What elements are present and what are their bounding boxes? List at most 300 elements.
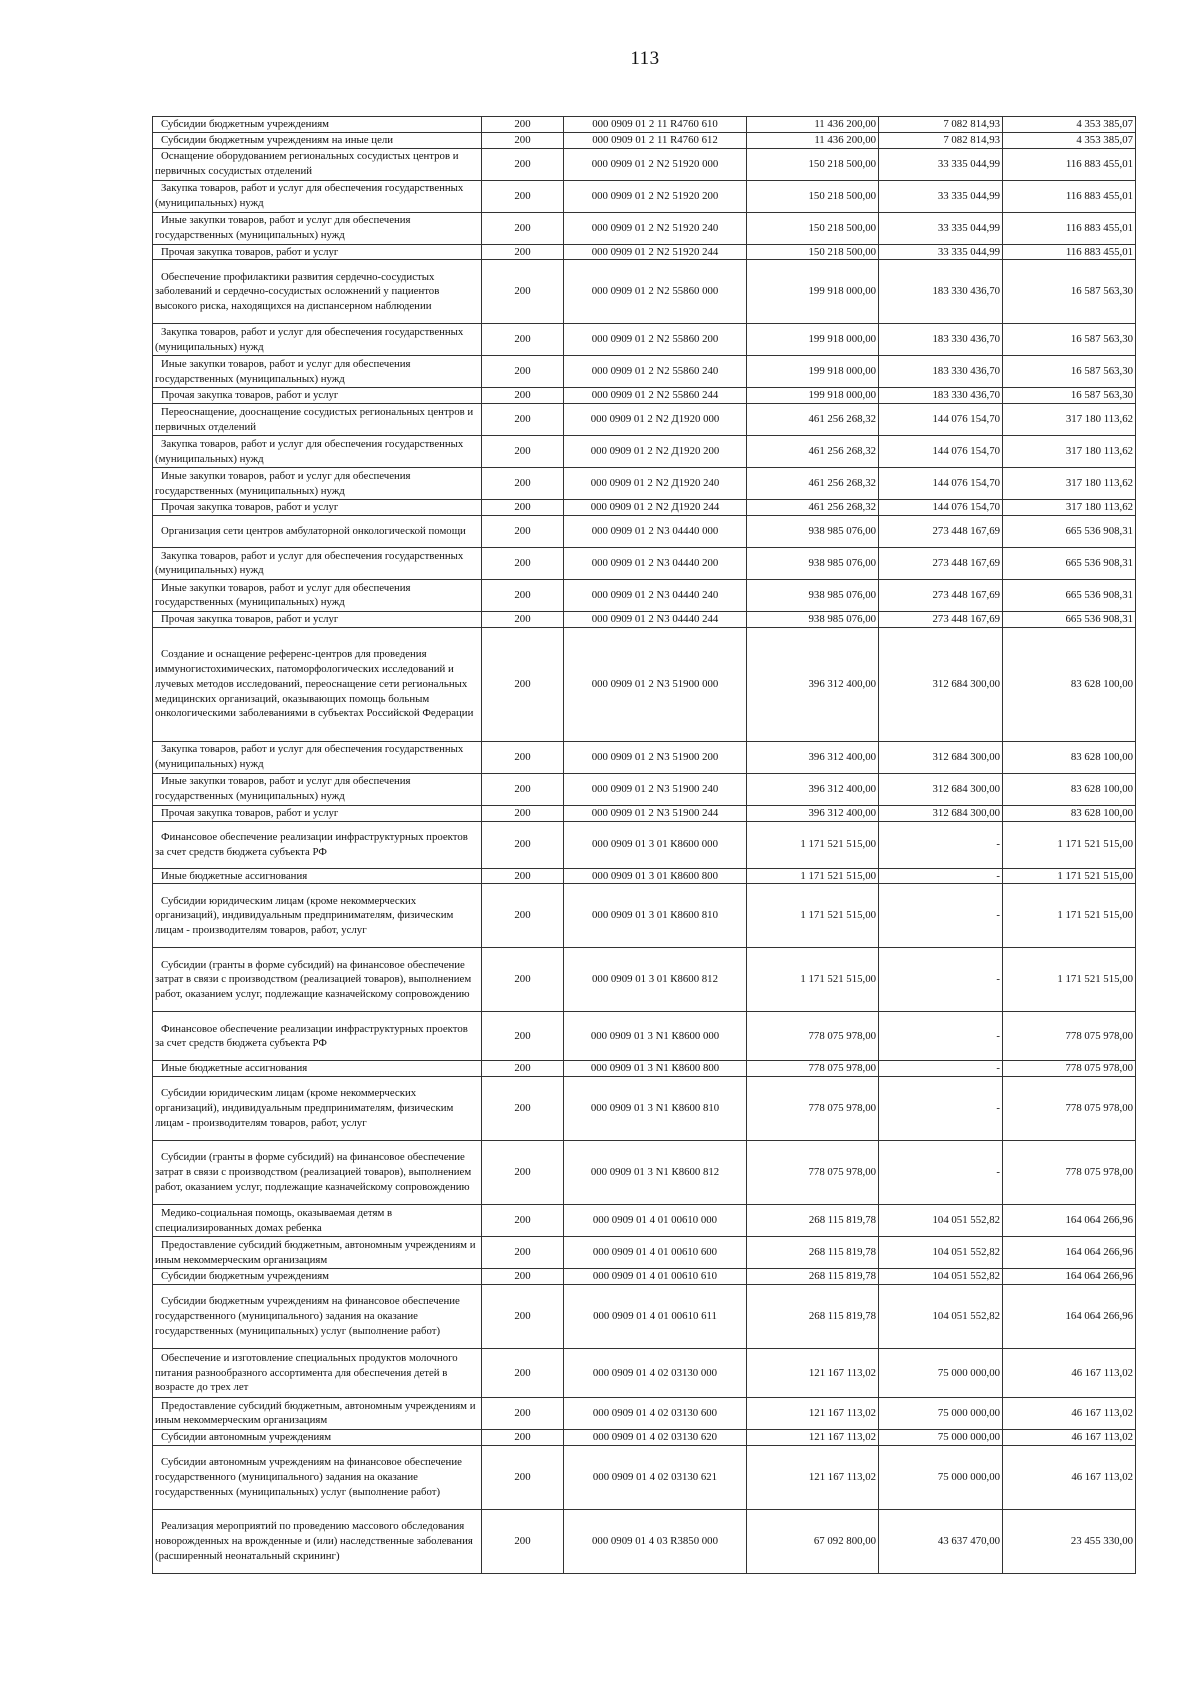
row-admin-code-cell: 200 [482, 627, 564, 741]
row-name-cell [153, 611, 482, 627]
row-approved-amount-cell: 150 218 500,00 [747, 180, 879, 212]
row-name-cell [153, 1141, 482, 1205]
row-classification-code-cell: 000 0909 01 2 N2 Д1920 244 [564, 500, 747, 516]
row-name-cell [153, 1012, 482, 1061]
row-remaining-amount-cell: 23 455 330,00 [1003, 1509, 1136, 1573]
table-row [153, 1061, 1136, 1077]
table-row [153, 773, 1136, 805]
row-executed-amount-cell: 7 082 814,93 [879, 117, 1003, 133]
table-row [153, 244, 1136, 260]
row-remaining-amount-cell: 1 171 521 515,00 [1003, 868, 1136, 884]
table-row [153, 148, 1136, 180]
row-executed-amount-cell: 312 684 300,00 [879, 741, 1003, 773]
row-name-cell [153, 500, 482, 516]
row-remaining-amount-cell: 317 180 113,62 [1003, 468, 1136, 500]
row-remaining-amount-cell: 116 883 455,01 [1003, 148, 1136, 180]
row-name-text: Субсидии бюджетным учреждениям на иные цели [161, 133, 394, 146]
row-admin-code-cell: 200 [482, 148, 564, 180]
row-executed-amount-cell: 33 335 044,99 [879, 244, 1003, 260]
table-row [153, 356, 1136, 388]
table-row [153, 1141, 1136, 1205]
row-classification-code-cell: 000 0909 01 2 N3 51900 200 [564, 741, 747, 773]
table-row [153, 1509, 1136, 1573]
row-classification-code-cell: 000 0909 01 3 01 К8600 800 [564, 868, 747, 884]
row-name-cell [153, 404, 482, 436]
row-approved-amount-cell: 199 918 000,00 [747, 324, 879, 356]
row-classification-code-cell: 000 0909 01 4 01 00610 000 [564, 1205, 747, 1237]
row-classification-code-cell: 000 0909 01 2 N3 51900 240 [564, 773, 747, 805]
row-admin-code-cell: 200 [482, 821, 564, 868]
budget-execution-table [152, 116, 1136, 1574]
row-admin-code-cell: 200 [482, 117, 564, 133]
row-approved-amount-cell: 121 167 113,02 [747, 1429, 879, 1445]
table-row [153, 212, 1136, 244]
row-admin-code-cell: 200 [482, 1061, 564, 1077]
row-executed-amount-cell: 312 684 300,00 [879, 627, 1003, 741]
row-name-cell [153, 1509, 482, 1573]
row-classification-code-cell: 000 0909 01 3 N1 К8600 000 [564, 1012, 747, 1061]
row-admin-code-cell: 200 [482, 468, 564, 500]
table-row [153, 117, 1136, 133]
row-executed-amount-cell: 75 000 000,00 [879, 1429, 1003, 1445]
row-classification-code-cell: 000 0909 01 4 03 R3850 000 [564, 1509, 747, 1573]
row-approved-amount-cell: 396 312 400,00 [747, 627, 879, 741]
row-remaining-amount-cell: 16 587 563,30 [1003, 388, 1136, 404]
table-row [153, 1237, 1136, 1269]
row-approved-amount-cell: 461 256 268,32 [747, 500, 879, 516]
row-name-text: Финансовое обеспечение реализации инфраструктурных проектов за счет средств бюджета субъекта РФ [155, 830, 468, 858]
table-row [153, 324, 1136, 356]
row-executed-amount-cell: - [879, 884, 1003, 948]
row-executed-amount-cell: 273 448 167,69 [879, 579, 1003, 611]
row-executed-amount-cell: 75 000 000,00 [879, 1397, 1003, 1429]
row-classification-code-cell: 000 0909 01 2 N3 51900 000 [564, 627, 747, 741]
row-approved-amount-cell: 268 115 819,78 [747, 1284, 879, 1348]
row-classification-code-cell: 000 0909 01 3 01 К8600 810 [564, 884, 747, 948]
row-name-cell [153, 627, 482, 741]
row-remaining-amount-cell: 83 628 100,00 [1003, 805, 1136, 821]
row-admin-code-cell: 200 [482, 1429, 564, 1445]
row-name-text: Закупка товаров, работ и услуг для обеспечения государственных (муниципальных) нужд [155, 743, 464, 771]
row-approved-amount-cell: 199 918 000,00 [747, 356, 879, 388]
row-remaining-amount-cell: 317 180 113,62 [1003, 404, 1136, 436]
row-name-cell [153, 212, 482, 244]
row-approved-amount-cell: 778 075 978,00 [747, 1077, 879, 1141]
row-approved-amount-cell: 268 115 819,78 [747, 1237, 879, 1269]
table-row [153, 1429, 1136, 1445]
row-admin-code-cell: 200 [482, 1077, 564, 1141]
row-remaining-amount-cell: 46 167 113,02 [1003, 1429, 1136, 1445]
row-classification-code-cell: 000 0909 01 4 01 00610 600 [564, 1237, 747, 1269]
row-admin-code-cell: 200 [482, 244, 564, 260]
row-approved-amount-cell: 938 985 076,00 [747, 579, 879, 611]
row-classification-code-cell: 000 0909 01 4 02 03130 621 [564, 1445, 747, 1509]
row-name-cell [153, 579, 482, 611]
row-name-cell [153, 741, 482, 773]
row-admin-code-cell: 200 [482, 404, 564, 436]
row-classification-code-cell: 000 0909 01 2 N3 04440 240 [564, 579, 747, 611]
row-classification-code-cell: 000 0909 01 2 N2 55860 244 [564, 388, 747, 404]
row-name-cell [153, 547, 482, 579]
row-name-cell [153, 1284, 482, 1348]
row-classification-code-cell: 000 0909 01 2 N2 Д1920 000 [564, 404, 747, 436]
row-name-text: Обеспечение и изготовление специальных продуктов молочного питания разнообразного ассортимента для обеспечения детей в возрасте до трех лет [155, 1351, 458, 1394]
row-name-cell [153, 1445, 482, 1509]
row-name-cell [153, 884, 482, 948]
row-classification-code-cell: 000 0909 01 2 N3 04440 200 [564, 547, 747, 579]
row-name-text: Закупка товаров, работ и услуг для обеспечения государственных (муниципальных) нужд [155, 549, 464, 577]
row-remaining-amount-cell: 778 075 978,00 [1003, 1012, 1136, 1061]
row-approved-amount-cell: 938 985 076,00 [747, 515, 879, 547]
row-admin-code-cell: 200 [482, 1397, 564, 1429]
row-remaining-amount-cell: 83 628 100,00 [1003, 627, 1136, 741]
row-executed-amount-cell: 7 082 814,93 [879, 132, 1003, 148]
row-approved-amount-cell: 121 167 113,02 [747, 1348, 879, 1397]
row-remaining-amount-cell: 116 883 455,01 [1003, 212, 1136, 244]
row-name-cell [153, 117, 482, 133]
row-executed-amount-cell: - [879, 1077, 1003, 1141]
row-approved-amount-cell: 938 985 076,00 [747, 547, 879, 579]
row-name-text: Субсидии (гранты в форме субсидий) на финансовое обеспечение затрат в связи с производством (реализацией товаров), выполнением работ, оказанием услуг, подлежащие казначейскому сопровождению [155, 1151, 472, 1194]
row-approved-amount-cell: 199 918 000,00 [747, 260, 879, 324]
row-executed-amount-cell: 312 684 300,00 [879, 773, 1003, 805]
row-name-cell [153, 773, 482, 805]
row-executed-amount-cell: 104 051 552,82 [879, 1269, 1003, 1285]
row-admin-code-cell: 200 [482, 260, 564, 324]
row-admin-code-cell: 200 [482, 1509, 564, 1573]
row-name-text: Прочая закупка товаров, работ и услуг [161, 612, 339, 625]
row-name-text: Субсидии юридическим лицам (кроме некоммерческих организаций), индивидуальным предпринимателям, физическим лицам - производителям товаров, работ, услуг [155, 1087, 454, 1130]
row-admin-code-cell: 200 [482, 1141, 564, 1205]
table-row [153, 1397, 1136, 1429]
table-row [153, 500, 1136, 516]
table-row [153, 260, 1136, 324]
row-approved-amount-cell: 396 312 400,00 [747, 805, 879, 821]
row-remaining-amount-cell: 1 171 521 515,00 [1003, 884, 1136, 948]
row-approved-amount-cell: 268 115 819,78 [747, 1205, 879, 1237]
row-executed-amount-cell: 104 051 552,82 [879, 1205, 1003, 1237]
row-executed-amount-cell: 183 330 436,70 [879, 324, 1003, 356]
row-name-cell [153, 260, 482, 324]
row-approved-amount-cell: 11 436 200,00 [747, 117, 879, 133]
row-admin-code-cell: 200 [482, 324, 564, 356]
row-approved-amount-cell: 67 092 800,00 [747, 1509, 879, 1573]
row-remaining-amount-cell: 4 353 385,07 [1003, 132, 1136, 148]
table-row [153, 805, 1136, 821]
row-executed-amount-cell: 75 000 000,00 [879, 1445, 1003, 1509]
row-approved-amount-cell: 461 256 268,32 [747, 436, 879, 468]
table-row [153, 1205, 1136, 1237]
row-remaining-amount-cell: 16 587 563,30 [1003, 324, 1136, 356]
row-name-text: Иные бюджетные ассигнования [161, 869, 308, 882]
row-name-cell [153, 148, 482, 180]
table-row [153, 436, 1136, 468]
row-approved-amount-cell: 778 075 978,00 [747, 1141, 879, 1205]
row-remaining-amount-cell: 1 171 521 515,00 [1003, 948, 1136, 1012]
row-approved-amount-cell: 938 985 076,00 [747, 611, 879, 627]
row-approved-amount-cell: 461 256 268,32 [747, 404, 879, 436]
row-name-cell [153, 356, 482, 388]
row-name-text: Субсидии бюджетным учреждениям на финансовое обеспечение государственного (муниципального) задания на оказание государственных (муниципальных) услуг (выполнение работ) [155, 1295, 460, 1337]
table-row [153, 404, 1136, 436]
row-admin-code-cell: 200 [482, 1237, 564, 1269]
table-row [153, 741, 1136, 773]
row-remaining-amount-cell: 83 628 100,00 [1003, 741, 1136, 773]
row-approved-amount-cell: 150 218 500,00 [747, 212, 879, 244]
row-name-text: Субсидии юридическим лицам (кроме некоммерческих организаций), индивидуальным предпринимателям, физическим лицам - производителям товаров, работ, услуг [155, 894, 454, 937]
row-classification-code-cell: 000 0909 01 2 N3 04440 000 [564, 515, 747, 547]
row-admin-code-cell: 200 [482, 436, 564, 468]
row-approved-amount-cell: 396 312 400,00 [747, 741, 879, 773]
row-classification-code-cell: 000 0909 01 3 01 К8600 000 [564, 821, 747, 868]
row-executed-amount-cell: 33 335 044,99 [879, 180, 1003, 212]
row-executed-amount-cell: 183 330 436,70 [879, 388, 1003, 404]
row-approved-amount-cell: 11 436 200,00 [747, 132, 879, 148]
row-name-text: Создание и оснащение референс-центров для проведения иммуногистохимических, патоморфологических исследований и лучевых методов исследований, переоснащение сети региональных медицинских организаций, оказывающих помощь больным онкологическими заболеваниями в субъектах Российской Федерации [155, 648, 474, 720]
row-executed-amount-cell: - [879, 868, 1003, 884]
row-remaining-amount-cell: 16 587 563,30 [1003, 260, 1136, 324]
row-remaining-amount-cell: 164 064 266,96 [1003, 1237, 1136, 1269]
table-row [153, 579, 1136, 611]
row-name-text: Закупка товаров, работ и услуг для обеспечения государственных (муниципальных) нужд [155, 437, 464, 465]
row-classification-code-cell: 000 0909 01 4 01 00610 610 [564, 1269, 747, 1285]
row-name-cell [153, 868, 482, 884]
row-executed-amount-cell: 312 684 300,00 [879, 805, 1003, 821]
row-name-text: Реализация мероприятий по проведению массового обследования новорожденных на врожденные и (или) наследственные заболевания (расширенный неонатальный скрининг) [155, 1520, 473, 1562]
row-admin-code-cell: 200 [482, 515, 564, 547]
row-executed-amount-cell: 104 051 552,82 [879, 1284, 1003, 1348]
row-executed-amount-cell: 183 330 436,70 [879, 356, 1003, 388]
row-classification-code-cell: 000 0909 01 4 01 00610 611 [564, 1284, 747, 1348]
table-row [153, 515, 1136, 547]
row-remaining-amount-cell: 665 536 908,31 [1003, 515, 1136, 547]
row-name-text: Иные закупки товаров, работ и услуг для обеспечения государственных (муниципальных) нужд [155, 469, 411, 497]
row-admin-code-cell: 200 [482, 948, 564, 1012]
row-admin-code-cell: 200 [482, 884, 564, 948]
row-name-cell [153, 515, 482, 547]
row-remaining-amount-cell: 164 064 266,96 [1003, 1269, 1136, 1285]
row-admin-code-cell: 200 [482, 1269, 564, 1285]
row-executed-amount-cell: 33 335 044,99 [879, 148, 1003, 180]
row-executed-amount-cell: - [879, 821, 1003, 868]
row-approved-amount-cell: 1 171 521 515,00 [747, 868, 879, 884]
row-name-text: Обеспечение профилактики развития сердечно-сосудистых заболеваний и сердечно-сосудистых осложнений у пациентов высокого риска, находящихся на диспансерном наблюдении [155, 270, 440, 313]
row-admin-code-cell: 200 [482, 547, 564, 579]
row-classification-code-cell: 000 0909 01 3 N1 К8600 810 [564, 1077, 747, 1141]
row-executed-amount-cell: 144 076 154,70 [879, 404, 1003, 436]
row-classification-code-cell: 000 0909 01 3 N1 К8600 812 [564, 1141, 747, 1205]
row-name-cell [153, 436, 482, 468]
table-row [153, 468, 1136, 500]
row-approved-amount-cell: 121 167 113,02 [747, 1445, 879, 1509]
row-name-text: Оснащение оборудованием региональных сосудистых центров и первичных сосудистых отделений [155, 150, 459, 178]
row-classification-code-cell: 000 0909 01 2 N2 51920 200 [564, 180, 747, 212]
row-name-text: Закупка товаров, работ и услуг для обеспечения государственных (муниципальных) нужд [155, 326, 464, 353]
row-executed-amount-cell: 104 051 552,82 [879, 1237, 1003, 1269]
row-approved-amount-cell: 1 171 521 515,00 [747, 884, 879, 948]
row-classification-code-cell: 000 0909 01 2 11 R4760 612 [564, 132, 747, 148]
row-executed-amount-cell: - [879, 1141, 1003, 1205]
row-admin-code-cell: 200 [482, 611, 564, 627]
row-name-text: Иные закупки товаров, работ и услуг для обеспечения государственных (муниципальных) нужд [155, 775, 411, 803]
row-classification-code-cell: 000 0909 01 4 02 03130 000 [564, 1348, 747, 1397]
row-classification-code-cell: 000 0909 01 2 N2 Д1920 240 [564, 468, 747, 500]
row-executed-amount-cell: - [879, 1012, 1003, 1061]
row-name-text: Прочая закупка товаров, работ и услуг [161, 806, 339, 819]
row-approved-amount-cell: 150 218 500,00 [747, 148, 879, 180]
row-name-cell [153, 1348, 482, 1397]
row-admin-code-cell: 200 [482, 388, 564, 404]
row-classification-code-cell: 000 0909 01 3 01 К8600 812 [564, 948, 747, 1012]
row-remaining-amount-cell: 164 064 266,96 [1003, 1284, 1136, 1348]
row-name-text: Закупка товаров, работ и услуг для обеспечения государственных (муниципальных) нужд [155, 182, 464, 210]
row-remaining-amount-cell: 778 075 978,00 [1003, 1077, 1136, 1141]
row-name-text: Иные бюджетные ассигнования [161, 1062, 308, 1075]
row-name-text: Иные закупки товаров, работ и услуг для обеспечения государственных (муниципальных) нужд [155, 581, 411, 609]
row-name-text: Субсидии бюджетным учреждениям [161, 118, 330, 130]
row-remaining-amount-cell: 778 075 978,00 [1003, 1061, 1136, 1077]
row-name-text: Предоставление субсидий бюджетным, автономным учреждениям и иным некоммерческим организациям [155, 1238, 476, 1266]
row-remaining-amount-cell: 46 167 113,02 [1003, 1397, 1136, 1429]
row-approved-amount-cell: 121 167 113,02 [747, 1397, 879, 1429]
row-executed-amount-cell: 144 076 154,70 [879, 468, 1003, 500]
row-admin-code-cell: 200 [482, 356, 564, 388]
table-row [153, 627, 1136, 741]
table-row [153, 1348, 1136, 1397]
table-row [153, 1445, 1136, 1509]
row-approved-amount-cell: 778 075 978,00 [747, 1012, 879, 1061]
row-name-text: Организация сети центров амбулаторной онкологической помощи [161, 525, 466, 538]
row-classification-code-cell: 000 0909 01 2 N2 Д1920 200 [564, 436, 747, 468]
row-classification-code-cell: 000 0909 01 2 N2 55860 000 [564, 260, 747, 324]
row-admin-code-cell: 200 [482, 212, 564, 244]
row-admin-code-cell: 200 [482, 180, 564, 212]
row-executed-amount-cell: - [879, 1061, 1003, 1077]
row-classification-code-cell: 000 0909 01 2 11 R4760 610 [564, 117, 747, 133]
row-name-cell [153, 468, 482, 500]
row-remaining-amount-cell: 317 180 113,62 [1003, 436, 1136, 468]
row-name-cell [153, 1077, 482, 1141]
row-name-cell [153, 1205, 482, 1237]
row-approved-amount-cell: 268 115 819,78 [747, 1269, 879, 1285]
table-row [153, 1269, 1136, 1285]
row-remaining-amount-cell: 665 536 908,31 [1003, 611, 1136, 627]
table-row [153, 821, 1136, 868]
row-name-cell [153, 1237, 482, 1269]
row-admin-code-cell: 200 [482, 773, 564, 805]
row-admin-code-cell: 200 [482, 1445, 564, 1509]
row-name-cell [153, 132, 482, 148]
row-remaining-amount-cell: 778 075 978,00 [1003, 1141, 1136, 1205]
page-number: 113 [630, 48, 660, 69]
row-executed-amount-cell: 273 448 167,69 [879, 515, 1003, 547]
row-classification-code-cell: 000 0909 01 2 N2 51920 240 [564, 212, 747, 244]
row-admin-code-cell: 200 [482, 1348, 564, 1397]
row-name-text: Субсидии (гранты в форме субсидий) на финансовое обеспечение затрат в связи с производством (реализацией товаров), выполнением работ, оказанием услуг, подлежащие казначейскому сопровождению [155, 958, 472, 1001]
table-row [153, 868, 1136, 884]
row-classification-code-cell: 000 0909 01 2 N2 51920 000 [564, 148, 747, 180]
table-row [153, 180, 1136, 212]
row-remaining-amount-cell: 665 536 908,31 [1003, 547, 1136, 579]
row-name-text: Иные закупки товаров, работ и услуг для обеспечения государственных (муниципальных) нужд [155, 358, 411, 385]
row-executed-amount-cell: 273 448 167,69 [879, 611, 1003, 627]
row-admin-code-cell: 200 [482, 500, 564, 516]
row-name-text: Иные закупки товаров, работ и услуг для обеспечения государственных (муниципальных) нужд [155, 214, 411, 242]
row-executed-amount-cell: 43 637 470,00 [879, 1509, 1003, 1573]
row-name-cell [153, 180, 482, 212]
row-approved-amount-cell: 1 171 521 515,00 [747, 821, 879, 868]
row-admin-code-cell: 200 [482, 1284, 564, 1348]
row-name-cell [153, 388, 482, 404]
row-name-text: Субсидии автономным учреждениям на финансовое обеспечение государственного (муниципального) задания на оказание государственных (муниципальных) услуг (выполнение работ) [155, 1456, 462, 1498]
row-executed-amount-cell: 33 335 044,99 [879, 212, 1003, 244]
row-name-text: Прочая закупка товаров, работ и услуг [161, 501, 339, 514]
row-name-cell [153, 821, 482, 868]
row-admin-code-cell: 200 [482, 868, 564, 884]
row-classification-code-cell: 000 0909 01 2 N2 55860 200 [564, 324, 747, 356]
row-approved-amount-cell: 199 918 000,00 [747, 388, 879, 404]
row-name-cell [153, 1269, 482, 1285]
row-approved-amount-cell: 396 312 400,00 [747, 773, 879, 805]
row-name-cell [153, 1061, 482, 1077]
row-executed-amount-cell: - [879, 948, 1003, 1012]
table-row [153, 1012, 1136, 1061]
row-name-text: Субсидии бюджетным учреждениям [161, 1270, 330, 1283]
row-name-text: Прочая закупка товаров, работ и услуг [161, 245, 339, 258]
row-remaining-amount-cell: 665 536 908,31 [1003, 579, 1136, 611]
row-classification-code-cell: 000 0909 01 2 N2 51920 244 [564, 244, 747, 260]
row-classification-code-cell: 000 0909 01 2 N2 55860 240 [564, 356, 747, 388]
row-remaining-amount-cell: 116 883 455,01 [1003, 180, 1136, 212]
row-admin-code-cell: 200 [482, 1012, 564, 1061]
row-executed-amount-cell: 273 448 167,69 [879, 547, 1003, 579]
row-remaining-amount-cell: 4 353 385,07 [1003, 117, 1136, 133]
row-admin-code-cell: 200 [482, 805, 564, 821]
row-executed-amount-cell: 75 000 000,00 [879, 1348, 1003, 1397]
table-row [153, 948, 1136, 1012]
row-name-text: Предоставление субсидий бюджетным, автономным учреждениям и иным некоммерческим организациям [155, 1399, 476, 1427]
row-classification-code-cell: 000 0909 01 2 N3 04440 244 [564, 611, 747, 627]
row-name-cell [153, 805, 482, 821]
row-remaining-amount-cell: 46 167 113,02 [1003, 1445, 1136, 1509]
row-remaining-amount-cell: 1 171 521 515,00 [1003, 821, 1136, 868]
row-admin-code-cell: 200 [482, 1205, 564, 1237]
table-row [153, 547, 1136, 579]
row-remaining-amount-cell: 116 883 455,01 [1003, 244, 1136, 260]
row-remaining-amount-cell: 317 180 113,62 [1003, 500, 1136, 516]
row-name-cell [153, 1429, 482, 1445]
table-body [153, 117, 1136, 1574]
row-remaining-amount-cell: 83 628 100,00 [1003, 773, 1136, 805]
row-remaining-amount-cell: 46 167 113,02 [1003, 1348, 1136, 1397]
row-executed-amount-cell: 144 076 154,70 [879, 500, 1003, 516]
row-approved-amount-cell: 461 256 268,32 [747, 468, 879, 500]
row-name-text: Медико-социальная помощь, оказываемая детям в специализированных домах ребенка [155, 1206, 393, 1234]
row-name-cell [153, 324, 482, 356]
row-approved-amount-cell: 778 075 978,00 [747, 1061, 879, 1077]
row-admin-code-cell: 200 [482, 132, 564, 148]
row-admin-code-cell: 200 [482, 579, 564, 611]
table-row [153, 1077, 1136, 1141]
row-name-text: Прочая закупка товаров, работ и услуг [161, 389, 339, 402]
row-classification-code-cell: 000 0909 01 2 N3 51900 244 [564, 805, 747, 821]
table-row [153, 611, 1136, 627]
row-name-text: Субсидии автономным учреждениям [161, 1430, 332, 1443]
row-name-text: Переоснащение, дооснащение сосудистых региональных центров и первичных отделений [155, 405, 474, 433]
row-name-cell [153, 244, 482, 260]
row-classification-code-cell: 000 0909 01 4 02 03130 620 [564, 1429, 747, 1445]
row-name-cell [153, 1397, 482, 1429]
